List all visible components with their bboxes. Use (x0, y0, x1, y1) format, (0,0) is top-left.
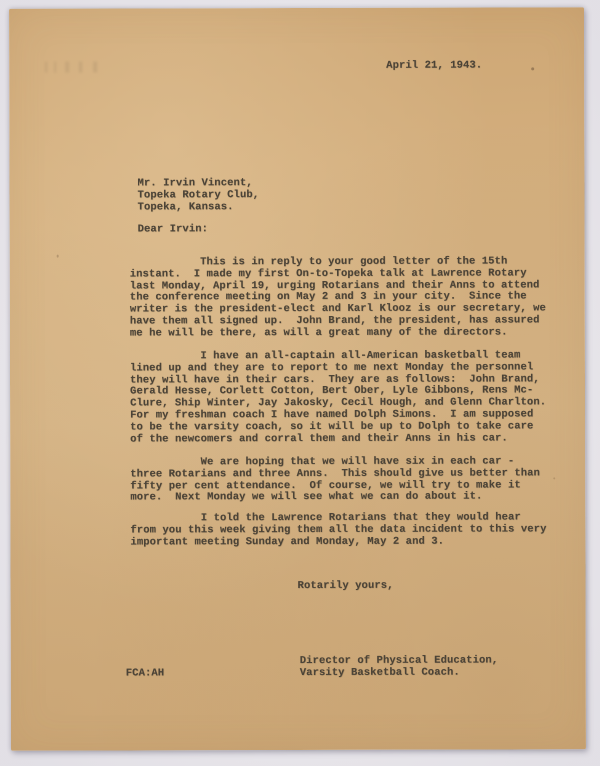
body-paragraph-2: I have an all-captain all-American basketball team lined up and they are to report to me next Monday the personnel they will have in their cars. They are as follows: John Brand, Gerald Hesse, Corlett Cotton, Bert Ober, Lyle Gibbons, Rens Mc- Clure, Ship Winter, Jay Jakosky, Cecil Hough, and Glenn Charlton. For my freshman coach I have named Dolph Simons. I am supposed to be the varsity coach, so it will be up to Dolph to take care of the newcomers and corral them and their Anns in his car. (129, 349, 547, 446)
pencil-smudge (45, 62, 103, 73)
letter-date: April 21, 1943. (386, 59, 483, 72)
typist-initials: FCA:AH (125, 667, 165, 680)
ink-speck (57, 255, 59, 258)
letter-page (9, 7, 586, 751)
body-paragraph-1: This is in reply to your good letter of the 15th instant. I made my first On-to-Topeka talk at Lawrence Rotary last Monday, April 19, urging Rotarians and their Anns to attend the conference meeting on May 2 and 3 in your city. Since the writer is the president-elect and Karl Klooz is our secretary, we have them all signed up. John Brand, the president, has assured me he will be there, as will a great many of the directors. (129, 255, 546, 340)
salutation: Dear Irvin: (137, 223, 209, 236)
recipient-address: Mr. Irvin Vincent, Topeka Rotary Club, Topeka, Kansas. (137, 177, 260, 214)
signature-title: Director of Physical Education, Varsity Basketball Coach. (299, 654, 499, 679)
body-paragraph-4: I told the Lawrence Rotarians that they would hear from you this week giving them all the data incident to this very important meeting Sunday and Monday, May 2 and 3. (130, 511, 547, 549)
body-paragraph-3: We are hoping that we will have six in each car - three Rotarians and three Anns. This should give us better than fifty per cent attendance. Of course, we will try to make it more. Next Monday we will see what we can do about it. (130, 455, 540, 504)
ink-speck (531, 67, 534, 70)
complimentary-closing: Rotarily yours, (297, 579, 394, 593)
ink-speck (553, 477, 555, 479)
